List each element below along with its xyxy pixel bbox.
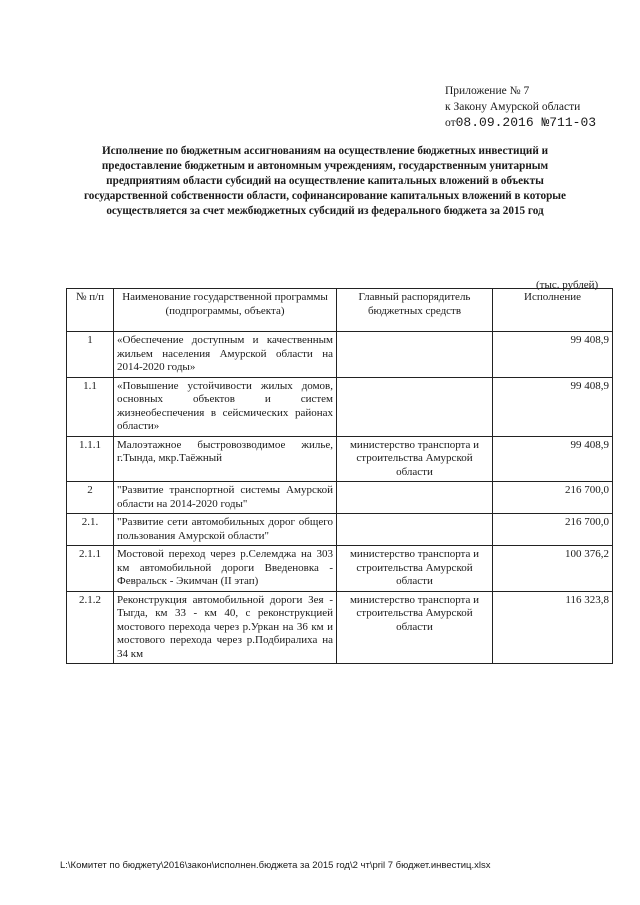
document-title: Исполнение по бюджетным ассигнованиям на осуществление бюджетных инвестиций и предоставление бюджетным и автономным учреждениям, государственным унитарным предприятиям области субсидий на осуществление капитальных вложений в объекты государственной собственности области, софинансирование капитальных вложений в которые осуществляется за счет межбюджетных субсидий из федерального бюджета за 2015 год <box>83 145 567 217</box>
row-name: "Развитие транспортной системы Амурской области на 2014-2020 годы" <box>114 482 337 514</box>
row-num: 1.1 <box>67 377 114 436</box>
table-row <box>67 436 613 482</box>
table-row <box>67 514 613 546</box>
header-num: № п/п <box>67 289 114 332</box>
row-num: 2.1.1 <box>67 546 114 592</box>
annex-date-number: 08.09.2016 №711-03 <box>455 115 597 130</box>
table-row <box>67 591 613 664</box>
table-row <box>67 546 613 592</box>
header-name: Наименование государственной программы (подпрограммы, объекта) <box>114 289 337 332</box>
row-value: 99 408,9 <box>493 436 613 482</box>
row-value: 216 700,0 <box>493 482 613 514</box>
row-manager <box>337 377 493 436</box>
row-manager <box>337 514 493 546</box>
row-value: 116 323,8 <box>493 591 613 664</box>
row-manager: министерство транспорта и строительства Амурской области <box>337 436 493 482</box>
row-name: Малоэтажное быстровозводимое жилье, г.Тында, мкр.Таёжный <box>114 436 337 482</box>
annex-header <box>445 83 635 131</box>
row-name: Мостовой переход через р.Селемджа на 303 км автомобильной дороги Введеновка - Февральск - Экимчан (II этап) <box>114 546 337 592</box>
row-name: «Обеспечение доступным и качественным жильем населения Амурской области на 2014-2020 годы» <box>114 332 337 378</box>
table-header-row <box>67 289 613 332</box>
row-manager <box>337 332 493 378</box>
table-row <box>67 482 613 514</box>
table-row <box>67 332 613 378</box>
annex-law: к Закону Амурской области <box>445 101 581 113</box>
row-num: 2.1. <box>67 514 114 546</box>
table-row <box>67 377 613 436</box>
row-num: 1.1.1 <box>67 436 114 482</box>
row-manager: министерство транспорта и строительства Амурской области <box>337 591 493 664</box>
annex-title: Приложение № 7 <box>445 85 530 97</box>
header-manager: Главный распорядитель бюджетных средств <box>337 289 493 332</box>
row-value: 216 700,0 <box>493 514 613 546</box>
row-manager <box>337 482 493 514</box>
row-name: Реконструкция автомобильной дороги Зея - Тыгда, км 33 - км 40, с реконструкцией мостового перехода через р.Уркан на 36 км и мостового перехода через р.Подбиралиха на 34 км <box>114 591 337 664</box>
header-value: Исполнение <box>493 289 613 332</box>
row-manager: министерство транспорта и строительства Амурской области <box>337 546 493 592</box>
row-value: 100 376,2 <box>493 546 613 592</box>
row-value: 99 408,9 <box>493 377 613 436</box>
row-num: 2.1.2 <box>67 591 114 664</box>
row-num: 2 <box>67 482 114 514</box>
row-value: 99 408,9 <box>493 332 613 378</box>
execution-table <box>66 288 613 664</box>
units-label: (тыс. рублей) <box>536 279 599 291</box>
row-name: "Развитие сети автомобильных дорог общего пользования Амурской области" <box>114 514 337 546</box>
row-name: «Повышение устойчивости жилых домов, основных объектов и систем жизнеобеспечения в сейсмических районах области» <box>114 377 337 436</box>
annex-date-line <box>445 115 635 131</box>
file-path-footer: L:\Комитет по бюджету\2016\закон\исполнен.бюджета за 2015 год\2 чт\pril 7 бюджет.инвестиц.xlsx <box>60 860 491 871</box>
annex-date-prefix: от <box>445 117 456 129</box>
row-num: 1 <box>67 332 114 378</box>
